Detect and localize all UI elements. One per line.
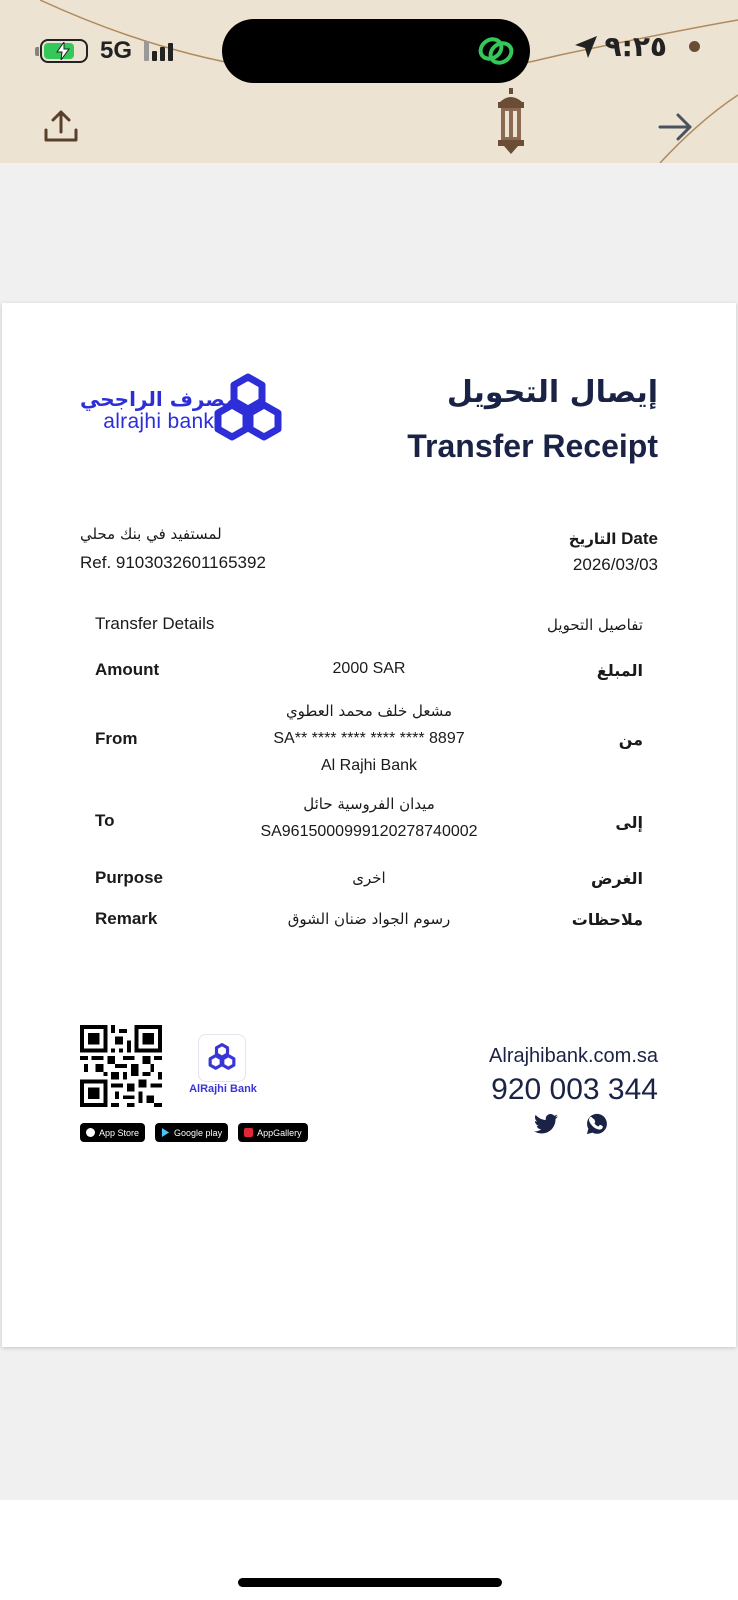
to-label: To (95, 811, 115, 830)
sender-bank: Al Rajhi Bank (320, 757, 418, 774)
social-links (534, 1113, 608, 1135)
alrajhi-mini-logo-icon (207, 1043, 237, 1073)
sender-account: SA** **** **** **** **** 8897 (273, 730, 465, 747)
bank-phone: 920 003 344 (491, 1073, 658, 1106)
app-logo (198, 1034, 246, 1082)
bank-name-en: alrajhi bank (103, 410, 215, 433)
apple-icon (86, 1128, 95, 1137)
date-label (569, 529, 658, 549)
google-play-label: Google play (174, 1127, 223, 1138)
beneficiary-type: لمستفيد في بنك محلي (80, 525, 222, 543)
section-title-en: Transfer Details (95, 614, 215, 633)
link-icon (474, 33, 518, 69)
dynamic-island (222, 19, 530, 83)
decorative-dot (689, 41, 700, 52)
remark-value (202, 906, 536, 933)
sender-name: مشعل خلف محمد العطوي (285, 702, 453, 720)
purpose-label-ar: الغرض (591, 869, 643, 888)
date-block (569, 529, 658, 575)
amount-label-ar: المبلغ (596, 661, 643, 680)
bank-name-ar: مصرف الراجحي (80, 387, 238, 411)
purpose-value (202, 865, 536, 892)
clock: ٩:٢٥ (604, 30, 667, 63)
battery-icon (40, 39, 88, 63)
from-label-ar: من (618, 730, 643, 749)
network-label: 5G (100, 37, 133, 64)
remark-label-ar: ملاحظات (571, 910, 643, 929)
receipt-page (2, 303, 736, 1347)
app-store-label: App Store (99, 1127, 140, 1138)
status-left (40, 36, 173, 66)
whatsapp-icon[interactable] (586, 1113, 608, 1135)
to-value (202, 791, 536, 845)
arrow-right-icon (658, 112, 694, 142)
date-value: 2026/03/03 (572, 555, 658, 574)
date-label-ar: التاريخ (568, 530, 617, 548)
amount-value: 2000 SAR (332, 660, 406, 677)
to-label-ar: إلى (615, 813, 643, 832)
huawei-icon (244, 1128, 253, 1137)
twitter-icon[interactable] (534, 1113, 558, 1135)
purpose-text: اخرى (352, 869, 386, 887)
reference-block (80, 525, 266, 573)
app-store-badge[interactable] (80, 1123, 145, 1142)
share-button[interactable] (42, 108, 80, 150)
location-arrow-icon (573, 34, 599, 60)
section-title-ar: تفاصيل التحويل (547, 616, 643, 634)
app-gallery-label: AppGallery (257, 1127, 302, 1138)
home-indicator[interactable] (238, 1578, 502, 1587)
from-label: From (95, 729, 138, 748)
qr-code (80, 1025, 162, 1107)
store-badges (80, 1123, 308, 1142)
play-icon (161, 1128, 170, 1137)
app-label: AlRajhi Bank (189, 1083, 257, 1095)
amount-label: Amount (95, 660, 160, 679)
beneficiary-iban: SA9615000999120278740002 (260, 823, 478, 840)
beneficiary-name: ميدان الفروسية حائل (303, 795, 435, 813)
status-right (573, 30, 700, 63)
date-label-en: Date (621, 529, 658, 548)
remark-text: رسوم الجواد ضنان الشوق (287, 910, 451, 928)
top-bar (0, 0, 738, 163)
signal-icon (144, 41, 173, 61)
receipt-title-en: Transfer Receipt (407, 428, 658, 464)
forward-button[interactable] (658, 112, 694, 146)
from-value (202, 698, 536, 779)
receipt-title-ar: إيصال التحويل (446, 375, 658, 410)
lantern-icon (494, 88, 528, 156)
bank-website: Alrajhibank.com.sa (489, 1045, 658, 1067)
google-play-badge[interactable] (155, 1123, 228, 1142)
reference-number: Ref. 9103032601165392 (80, 553, 266, 572)
share-icon (42, 108, 80, 146)
alrajhi-logo-icon (210, 373, 286, 449)
remark-label: Remark (95, 909, 158, 928)
app-gallery-badge[interactable] (238, 1123, 308, 1142)
purpose-label: Purpose (95, 868, 164, 887)
